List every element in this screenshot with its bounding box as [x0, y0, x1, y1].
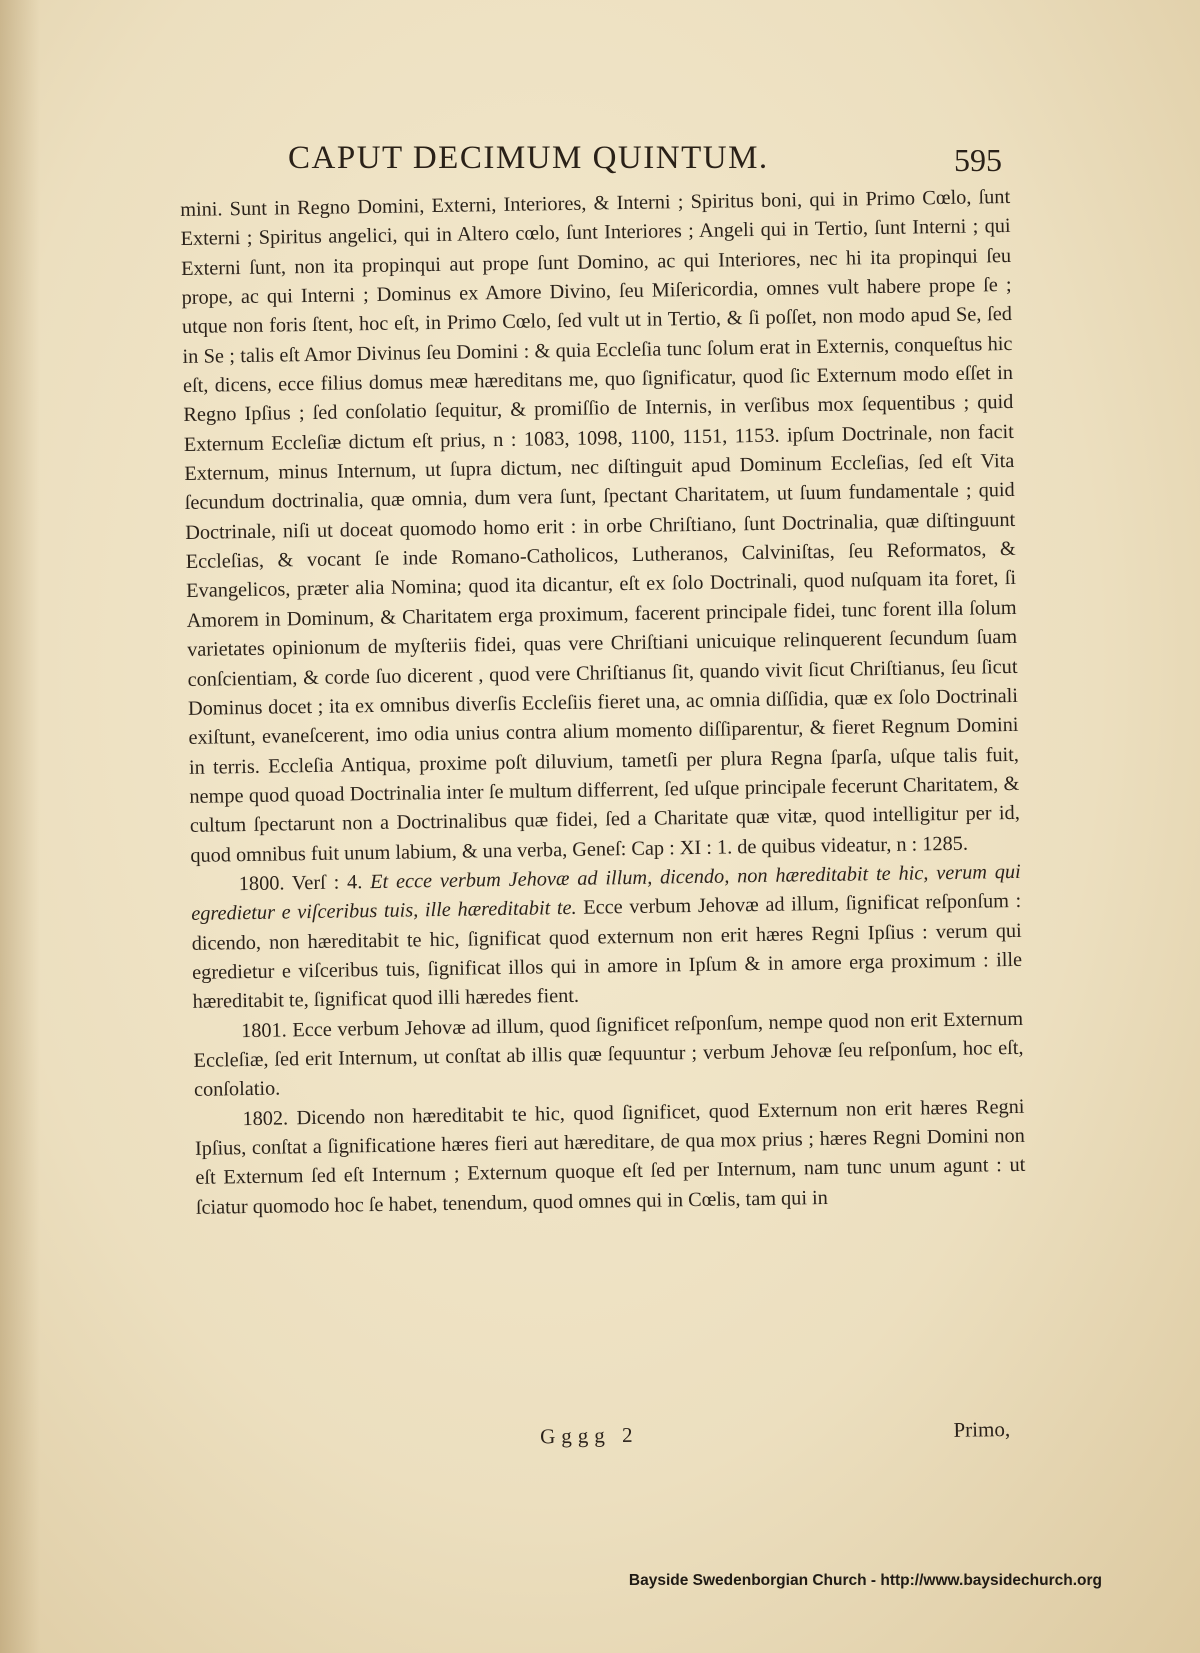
- paragraph-text: Ecce verbum Jehovæ ad illum, quod ſignificet reſponſum, nempe quod non erit Externum Eccleſiæ, ſed erit Internum, ut conſtat ab illis quæ ſequuntur ; verbum Jehovæ ſeu reſponſum, hoc eſt, conſolatio.: [193, 1007, 1024, 1102]
- paragraph-1801: [193, 1004, 1024, 1105]
- page-number: 595: [954, 142, 1002, 178]
- paragraph-1800: [191, 858, 1023, 1018]
- paragraph-text: Ecce verbum Jehovæ ad illum, ſignificat reſponſum : dicendo, non hæreditabit te hic, ſignificat quod externum non erit hæres Regni Ipſius : verum qui egredietur e viſceribus tuis, ſignificat illos qui in amore in Ipſum & in amore erga proximum : ille hæreditabit te, ſignificat quod illi hæredes fient.: [191, 890, 1023, 1014]
- paragraph-number: 1801.: [240, 1019, 287, 1042]
- body-text: [180, 183, 1026, 1223]
- verse-reference: Verſ : 4.: [284, 871, 371, 895]
- page-footer: [180, 1417, 1010, 1464]
- running-title: CAPUT DECIMUM QUINTUM.: [288, 140, 769, 176]
- paragraph-text: Dicendo non hæreditabit te hic, quod ſignificet, quod Externum non erit hæres Regni Ipſius, conſtat a ſignificatione hæres fieri aut hæreditare, de qua mox prius ; hæres Regni Domini non eſt Externum ſed eſt Internum ; Externum quoque eſt ſed per Internum, nam tunc unum agunt : ut ſciatur quomodo hoc ſe habet, tenendum, quod omnes qui in Cœlis, tam qui in: [194, 1095, 1026, 1219]
- paragraph-1802: [194, 1093, 1026, 1223]
- page-header: [180, 136, 1010, 186]
- paragraph-number: 1802.: [242, 1107, 289, 1130]
- paragraph-number: 1800.: [238, 872, 285, 896]
- paragraph-continuation: mini. Sunt in Regno Domini, Externi, Interiores, & Interni ; Spiritus boni, qui in Primo Cœlo, ſunt Externi ; Spiritus angelici, qui in Altero cœlo, ſunt Interiores ; Angeli qui in Tertio, ſunt Interni ; qui Externi ſunt, non ita propinqui aut prope ſunt Domino, ac qui Interiores, nec hi ita propinqui ſeu prope, ac qui Interni ; Dominus ex Amore Divino, ſeu Miſericordia, omnes vult habere prope ſe ; utque non foris ſtent, hoc eſt, in Primo Cœlo, ſed vult ut in Tertio, & ſi poſſet, non modo apud Se, ſed in Se ; talis eſt Amor Divinus ſeu Domini : & quia Eccleſia tunc ſolum erat in Externis, conqueſtus hic eſt, dicens, ecce filius domus meæ hæreditans me, quo ſignificatur, quod ſic Externum modo eſſet in Regno Ipſius ; ſed conſolatio ſequitur, & promiſſio de Internis, in verſibus mox ſequentibus ; quid Externum Eccleſiæ dictum eſt prius, n : 1083, 1098, 1100, 1151, 1153. ipſum Doctrinale, non facit Externum, minus Internum, ut ſupra dictum, nec diſtinguit apud Dominum Eccleſias, ſed eſt Vita ſecundum doctrinalia, quæ omnia, dum vera ſunt, ſpectant Charitatem, ut ſuum fundamentale ; quid Doctrinale, niſi ut doceat quomodo homo erit : in orbe Chriſtiano, ſunt Doctrinalia, quæ diſtinguunt Eccleſias, & vocant ſe inde Romano-Catholicos, Lutheranos, Calviniſtas, ſeu Reformatos, & Evangelicos, præter alia Nomina; quod ita dicantur, eſt ex ſolo Doctrinali, quod nuſquam ita foret, ſi Amorem in Dominum, & Charitatem erga proximum, facerent principale fidei, tunc forent illa ſolum varietates opinionum de myſteriis fidei, quas vere Chriſtiani unicuique relinquerent ſecundum ſuam conſcientiam, & corde ſuo dicerent , quod vere Chriſtianus ſit, quando vivit ſicut Chriſtianus, ſeu ſicut Dominus docet ; ita ex omnibus diverſis Eccleſiis fieret una, ac omnia diſſidia, quæ ex ſolo Doctrinali exiſtunt, evaneſcerent, imo odia unius contra alium momento diſſiparentur, & fieret Regnum Domini in terris. Eccleſia Antiqua, proxime poſt diluvium, tametſi per plura Regna ſparſa, uſque talis fuit, nempe quod quoad Doctrinalia inter ſe multum differrent, ſed uſque principale fecerunt Charitatem, & cultum ſpectarunt non a Doctrinalibus quæ fidei, ſed a Charitate quæ vitæ, quod intelligitur per id, quod omnibus fuit unum labium, & una verba, Geneſ: Cap : XI : 1. de quibus videatur, n : 1285.: [180, 185, 1020, 867]
- signature-mark: Gggg 2: [539, 1422, 639, 1449]
- scripture-quote: Et ecce verbum Jehovæ ad illum, dicendo, non hæreditabit te hic, verum qui egredietur e viſceribus tuis, ille hæreditabit te.: [191, 860, 1021, 926]
- source-watermark: Bayside Swedenborgian Church - http://www.baysidechurch.org: [628, 1572, 1102, 1589]
- catchword: Primo,: [953, 1416, 1011, 1442]
